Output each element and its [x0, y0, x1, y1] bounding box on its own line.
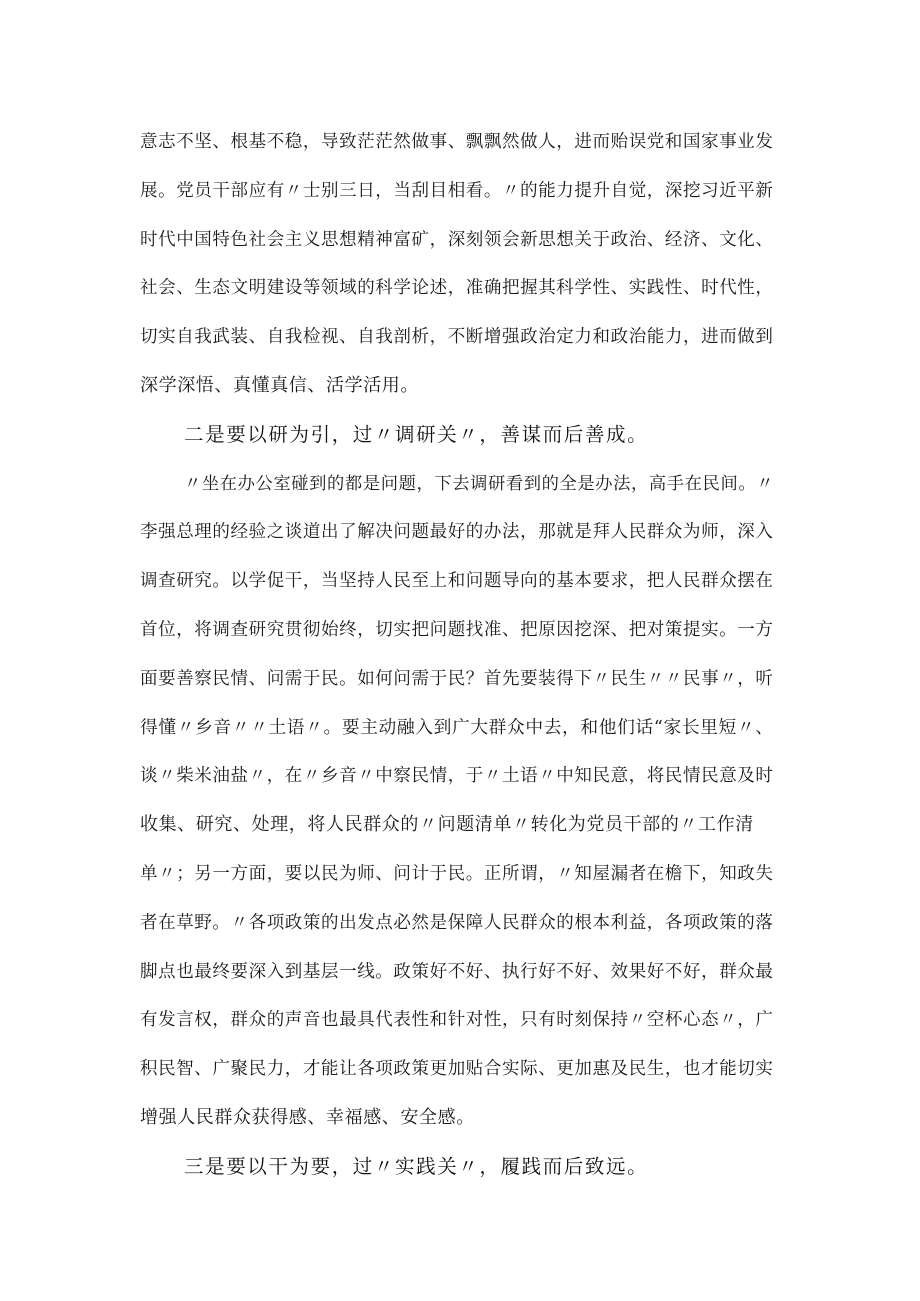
text-line: 得懂〃乡音〃〃土语〃。要主动融入到广大群众中去，和他们话“家长里短〃、	[140, 717, 774, 738]
text-line: 社会、生态文明建设等领域的科学论述，准确把握其科学性、实践性、时代性，	[140, 278, 774, 299]
text-line: 切实自我武装、自我检视、自我剖析，不断增强政治定力和政治能力，进而做到	[140, 327, 774, 348]
text-line: 调查研究。以学促干，当坚持人民至上和问题导向的基本要求，把人民群众摆在	[140, 571, 774, 592]
text-line: 收集、研究、处理，将人民群众的〃问题清单〃转化为党员干部的〃工作清	[140, 814, 754, 836]
text-line: 时代中国特色社会主义思想精神富矿，深刻领会新思想关于政治、经济、文化、	[140, 229, 774, 250]
text-line: 面要善察民情、问需于民。如何问需于民？首先要装得下〃民生〃〃民事〃，听	[140, 668, 774, 689]
text-line: 脚点也最终要深入到基层一线。政策好不好、执行好不好、效果好不好，群众最	[140, 961, 774, 982]
paragraph-1	[140, 118, 780, 411]
text-line: 〃坐在办公室碰到的都是问题，下去调研看到的全是办法，高手在民间。〃	[184, 473, 775, 494]
text-line: 者在草野。〃各项政策的出发点必然是保障人民群众的根本利益，各项政策的落	[140, 912, 774, 933]
paragraph-2	[140, 460, 780, 1143]
text-line: 单〃；另一方面，要以民为师、问计于民。正所谓，〃知屋漏者在檐下，知政失	[140, 863, 774, 884]
text-line: 增强人民群众获得感、幸福感、安全感。	[140, 1106, 475, 1128]
text-line: 有发言权，群众的声音也最具代表性和针对性，只有时刻保持〃空杯心态〃，广	[140, 1010, 774, 1031]
text-line: 展。党员干部应有〃士别三日，当刮目相看。〃的能力提升自觉，深挖习近平新	[140, 180, 774, 201]
text-line: 首位，将调查研究贯彻始终，切实把问题找准、把原因挖深、把对策提实。一方	[140, 619, 774, 640]
section-heading-2: 二是要以研为引，过〃调研关〃，善谋而后善成。	[184, 422, 649, 446]
text-line: 意志不坚、根基不稳，导致茫茫然做事、飘飘然做人，进而贻误党和国家事业发	[140, 132, 774, 152]
text-line: 李强总理的经验之谈道出了解决问题最好的办法，那就是拜人民群众为师，深入	[140, 522, 774, 543]
text-line: 谈〃柴米油盐〃，在〃乡音〃中察民情，于〃土语〃中知民意，将民情民意及时	[140, 766, 774, 787]
section-heading-3: 三是要以干为要，过〃实践关〃，履践而后致远。	[184, 1154, 649, 1178]
text-line: 积民智、广聚民力，才能让各项政策更加贴合实际、更加惠及民生，也才能切实	[140, 1059, 774, 1080]
text-line: 深学深悟、真懂真信、活学活用。	[140, 374, 419, 396]
document-body	[140, 118, 780, 1192]
